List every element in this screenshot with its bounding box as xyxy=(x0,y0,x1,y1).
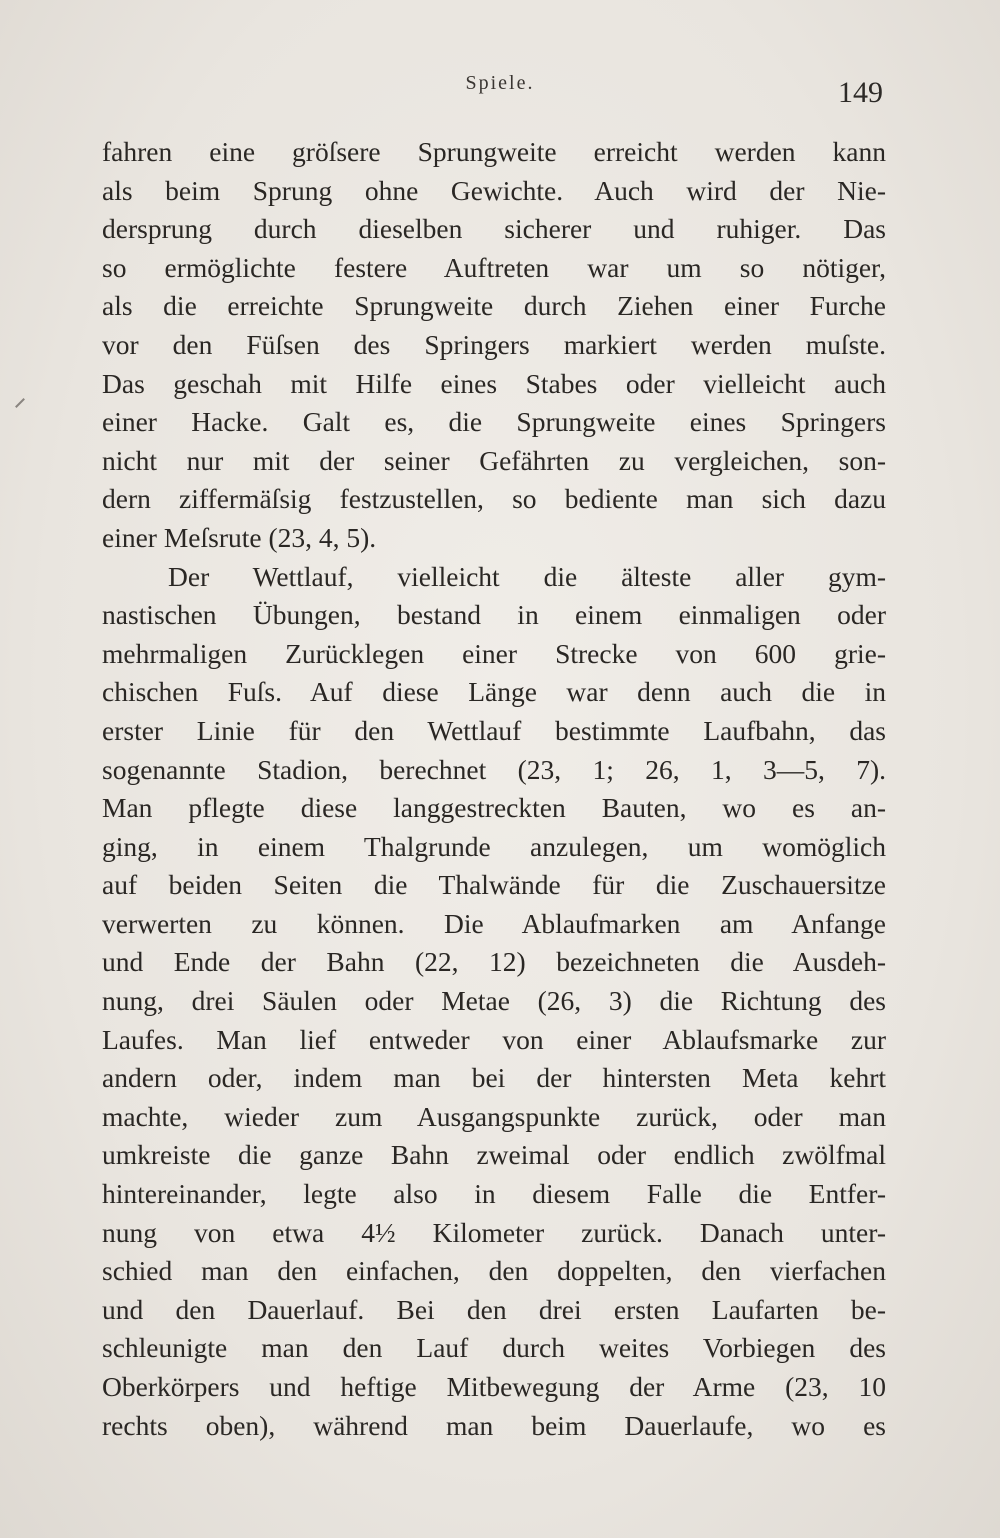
text-line: Das geschah mit Hilfe eines Stabes oder vielleicht auch xyxy=(102,367,886,399)
margin-mark xyxy=(15,398,25,408)
text-line: verwerten zu können. Die Ablaufmarken am Anfange xyxy=(102,907,886,939)
text-line: dern ziffermäſsig festzustellen, so bediente man sich dazu xyxy=(102,483,886,515)
text-line: Oberkörpers und heftige Mitbewegung der Arme (23, 10 xyxy=(102,1371,886,1402)
text-line: nung, drei Säulen oder Metae (26, 3) die Richtung des xyxy=(102,985,886,1017)
text-line: ging, in einem Thalgrunde anzulegen, um womöglich xyxy=(102,830,886,862)
text-line: auf beiden Seiten die Thalwände für die Zuschauersitze xyxy=(102,869,886,901)
page-number: 149 xyxy=(838,76,883,109)
text-line: einer Hacke. Galt es, die Sprungweite eines Springers xyxy=(102,406,886,438)
text-line: erster Linie für den Wettlauf bestimmte Laufbahn, das xyxy=(102,714,886,746)
text-line: als die erreichte Sprungweite durch Ziehen einer Furche xyxy=(102,290,886,322)
text-line: vor den Füſsen des Springers markiert werden muſste. xyxy=(102,328,886,360)
text-line: umkreiste die ganze Bahn zweimal oder endlich zwölfmal xyxy=(102,1139,886,1171)
text-line: chischen Fuſs. Auf diese Länge war denn auch die in xyxy=(102,676,886,708)
text-line: schleunigte man den Lauf durch weites Vorbiegen des xyxy=(102,1332,886,1364)
text-line: sogenannte Stadion, berechnet (23, 1; 26, 1, 3—5, 7). xyxy=(102,753,886,785)
text-line: und den Dauerlauf. Bei den drei ersten Laufarten be- xyxy=(102,1293,886,1325)
text-line: nicht nur mit der seiner Gefährten zu vergleichen, son- xyxy=(102,444,886,476)
text-line: dersprung durch dieselben sicherer und ruhiger. Das xyxy=(102,213,886,245)
text-line: einer Meſsrute (23, 4, 5). xyxy=(102,521,377,553)
text-line: so ermöglichte festere Auftreten war um so nötiger, xyxy=(102,251,886,283)
text-line: Laufes. Man lief entweder von einer Ablaufsmarke zur xyxy=(102,1023,886,1055)
text-line: nung von etwa 4½ Kilometer zurück. Danach unter- xyxy=(102,1216,886,1248)
text-line: andern oder, indem man bei der hintersten Meta kehrt xyxy=(102,1062,886,1094)
text-line: als beim Sprung ohne Gewichte. Auch wird der Nie- xyxy=(102,174,886,206)
text-line: mehrmaligen Zurücklegen einer Strecke von 600 grie- xyxy=(102,637,886,669)
paragraph-first-line: Der Wettlauf, vielleicht die älteste aller gym- xyxy=(168,560,886,592)
text-line: hintereinander, legte also in diesem Falle die Entfer- xyxy=(102,1178,886,1210)
text-line: machte, wieder zum Ausgangspunkte zurück, oder man xyxy=(102,1100,886,1132)
text-line: Man pflegte diese langgestreckten Bauten, wo es an- xyxy=(102,792,886,824)
body-text xyxy=(102,133,886,1445)
text-line: fahren eine gröſsere Sprungweite erreicht werden kann xyxy=(102,136,886,167)
text-line: nastischen Übungen, bestand in einem einmaligen oder xyxy=(102,599,886,631)
running-head: Spiele. xyxy=(465,72,535,94)
text-line: rechts oben), während man beim Dauerlaufe, wo es xyxy=(102,1409,886,1441)
text-line: schied man den einfachen, den doppelten, den vierfachen xyxy=(102,1255,886,1287)
text-line: und Ende der Bahn (22, 12) bezeichneten die Ausdeh- xyxy=(102,946,886,978)
